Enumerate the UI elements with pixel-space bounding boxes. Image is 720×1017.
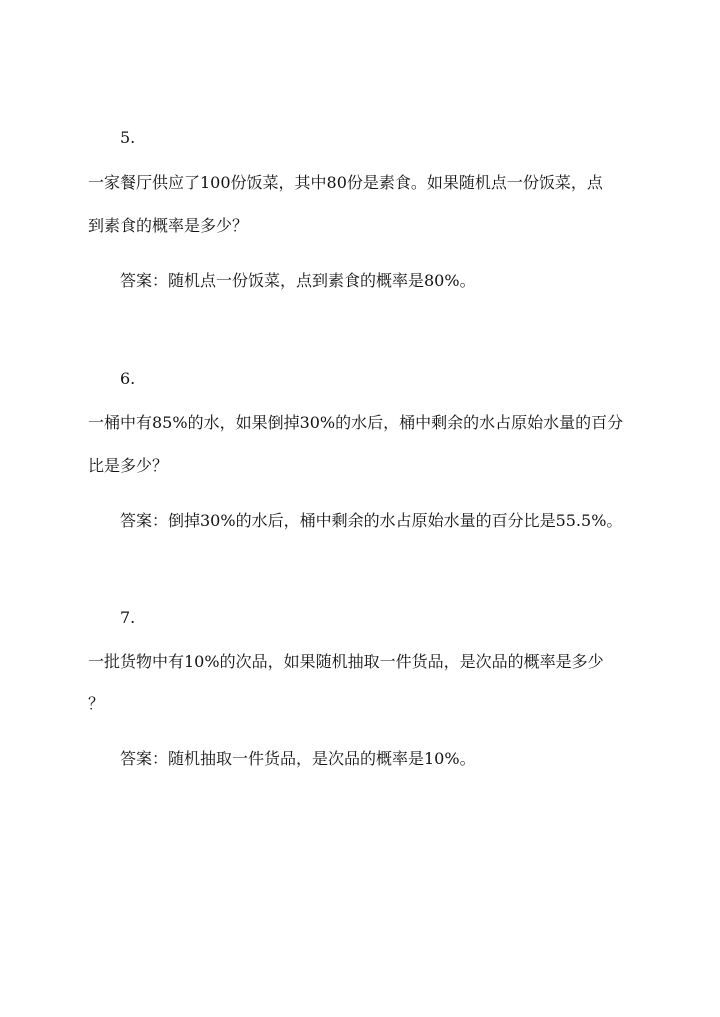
answer-text: 答案：倒掉30%的水后，桶中剩余的水占原始水量的百分比是55.5%。: [120, 511, 623, 530]
answer-text: 答案：随机点一份饭菜，点到素食的概率是80%。: [120, 271, 476, 290]
question-text-line: 一家餐厅供应了100份饭菜，其中80份是素食。如果随机点一份饭菜，点: [88, 173, 603, 192]
question-text-line: ？: [88, 694, 105, 713]
answer-text: 答案：随机抽取一件货品，是次品的概率是10%。: [120, 749, 476, 768]
question-number: 7.: [120, 608, 136, 627]
question-text-line: 一批货物中有10%的次品，如果随机抽取一件货品，是次品的概率是多少: [88, 652, 604, 671]
question-text-line: 到素食的概率是多少？: [88, 216, 249, 235]
question-number: 5.: [120, 128, 136, 147]
question-text-line: 一桶中有85%的水，如果倒掉30%的水后，桶中剩余的水占原始水量的百分: [88, 413, 624, 432]
question-number: 6.: [120, 369, 136, 388]
question-text-line: 比是多少？: [88, 456, 169, 475]
